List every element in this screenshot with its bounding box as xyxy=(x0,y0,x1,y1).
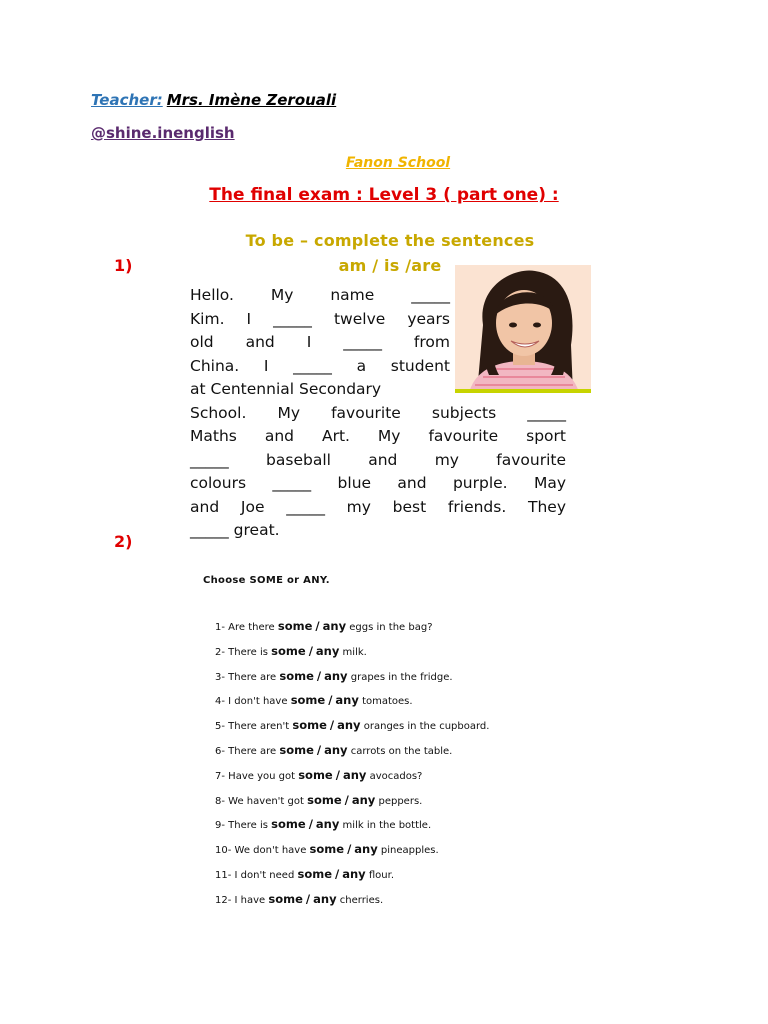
option-some[interactable]: some xyxy=(292,718,327,733)
option-separator: / xyxy=(329,718,335,733)
item-number: 3- xyxy=(215,671,225,683)
paragraph-line: China. I _____ a student xyxy=(190,356,450,375)
item-before: Are there xyxy=(228,622,275,633)
list-item xyxy=(215,619,489,644)
girl-portrait-photo xyxy=(455,265,591,393)
option-any[interactable]: any xyxy=(342,767,367,782)
exam-title-text: The final exam : Level 3 ( part one) : xyxy=(209,185,559,205)
item-number: 12- xyxy=(215,894,232,906)
option-some[interactable]: some xyxy=(268,891,303,906)
option-some[interactable]: some xyxy=(279,668,314,683)
item-number: 6- xyxy=(215,745,225,757)
option-some[interactable]: some xyxy=(279,742,314,757)
option-any[interactable]: any xyxy=(324,668,348,683)
exercise-1-title-line2: am / is /are xyxy=(338,256,442,275)
option-any[interactable]: any xyxy=(315,817,340,832)
list-item xyxy=(215,842,489,867)
option-some[interactable]: some xyxy=(277,619,313,633)
item-before: There are xyxy=(228,745,277,757)
option-some[interactable]: some xyxy=(271,817,306,832)
item-after: milk. xyxy=(342,646,367,658)
option-some[interactable]: some xyxy=(297,866,333,881)
option-separator: / xyxy=(335,767,340,782)
option-separator: / xyxy=(316,742,322,757)
item-number: 8- xyxy=(215,795,225,807)
item-before: There aren't xyxy=(228,721,290,733)
social-handle: @shine.inenglish xyxy=(91,124,235,142)
option-any[interactable]: any xyxy=(354,842,378,857)
list-item xyxy=(215,693,489,718)
item-number: 2- xyxy=(215,646,225,658)
item-after: oranges in the cupboard. xyxy=(363,721,490,733)
option-separator: / xyxy=(305,891,311,906)
question-number-2: 2) xyxy=(114,532,133,551)
item-after: milk in the bottle. xyxy=(342,820,432,832)
item-after: tomatoes. xyxy=(362,696,413,708)
item-after: peppers. xyxy=(378,795,423,807)
exercise-2-title: Choose SOME or ANY. xyxy=(203,575,330,586)
item-before: There is xyxy=(228,646,268,658)
option-any[interactable]: any xyxy=(342,866,366,881)
option-some[interactable]: some xyxy=(309,842,345,857)
item-after: grapes in the fridge. xyxy=(350,671,453,683)
girl-portrait-icon xyxy=(455,265,591,393)
option-some[interactable]: some xyxy=(271,643,306,658)
exercise-2-list xyxy=(215,619,489,917)
item-after: flour. xyxy=(368,869,395,881)
item-number: 10- xyxy=(215,845,232,857)
photo-border xyxy=(455,389,591,393)
option-any[interactable]: any xyxy=(324,742,348,757)
item-before: We haven't got xyxy=(228,795,304,807)
exam-title xyxy=(0,185,768,205)
option-separator: / xyxy=(308,643,313,658)
item-number: 9- xyxy=(215,820,225,832)
item-after: avocados? xyxy=(369,770,423,782)
option-any[interactable]: any xyxy=(351,792,376,807)
list-item xyxy=(215,768,489,793)
item-number: 5- xyxy=(215,721,225,733)
paragraph-line: _____ baseball and my favourite xyxy=(190,450,566,469)
item-before: I don't have xyxy=(228,696,288,708)
question-number-1: 1) xyxy=(114,256,133,275)
paragraph-line: School. My favourite subjects _____ xyxy=(190,403,566,422)
paragraph-line: colours _____ blue and purple. May xyxy=(190,474,566,492)
item-before: I don't need xyxy=(234,869,295,881)
paragraph-line: old and I _____ from xyxy=(190,333,450,351)
teacher-name: Mrs. Imène Zerouali xyxy=(166,91,337,109)
item-after: cherries. xyxy=(339,894,384,906)
option-some[interactable]: some xyxy=(298,767,333,782)
option-separator: / xyxy=(328,693,333,708)
paragraph-line: Maths and Art. My favourite sport xyxy=(190,427,566,445)
item-before: There are xyxy=(228,671,277,683)
item-number: 1- xyxy=(215,622,225,633)
option-some[interactable]: some xyxy=(290,693,326,708)
item-before: Have you got xyxy=(228,770,296,782)
list-item xyxy=(215,743,489,768)
list-item xyxy=(215,867,489,892)
paragraph-line: Hello. My name _____ xyxy=(190,286,450,304)
option-separator: / xyxy=(315,619,320,633)
item-before: We don't have xyxy=(234,845,307,857)
school-name-text: Fanon School xyxy=(345,155,451,171)
exercise-2 xyxy=(203,575,583,906)
item-after: pineapples. xyxy=(380,845,439,857)
list-item xyxy=(215,892,489,917)
option-separator: / xyxy=(308,817,313,832)
paragraph-line: at Centennial Secondary xyxy=(190,380,382,398)
paragraph-line: Kim. I _____ twelve years xyxy=(190,309,450,328)
item-before: There is xyxy=(228,820,268,832)
school-name xyxy=(0,155,768,171)
option-separator: / xyxy=(335,866,340,881)
item-number: 7- xyxy=(215,770,225,782)
list-item xyxy=(215,644,489,669)
list-item xyxy=(215,718,489,743)
list-item xyxy=(215,793,489,818)
option-any[interactable]: any xyxy=(337,718,361,733)
option-any[interactable]: any xyxy=(315,643,340,658)
item-after: eggs in the bag? xyxy=(349,622,433,633)
option-separator: / xyxy=(316,668,322,683)
option-any[interactable]: any xyxy=(313,891,337,906)
paragraph-line: and Joe _____ my best friends. They xyxy=(190,497,566,516)
teacher-line xyxy=(91,91,336,109)
item-after: carrots on the table. xyxy=(350,745,453,757)
item-before: I have xyxy=(234,894,266,906)
teacher-label: Teacher: xyxy=(91,91,163,109)
list-item xyxy=(215,817,489,842)
option-some[interactable]: some xyxy=(307,792,342,807)
option-separator: / xyxy=(344,792,349,807)
option-any[interactable]: any xyxy=(335,693,359,708)
option-any[interactable]: any xyxy=(322,619,347,633)
exercise-1-title-line1: To be – complete the sentences xyxy=(245,231,535,250)
paragraph-line: _____ great. xyxy=(190,521,280,539)
item-number: 11- xyxy=(215,869,232,881)
list-item xyxy=(215,669,489,694)
item-number: 4- xyxy=(215,696,225,708)
option-separator: / xyxy=(347,842,352,857)
